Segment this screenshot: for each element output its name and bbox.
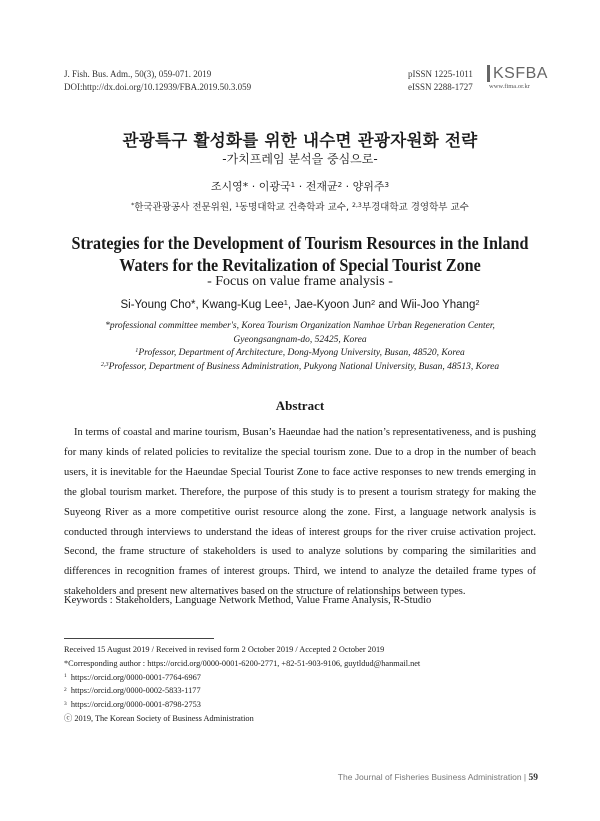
ksfba-logo — [487, 65, 548, 91]
orcid-link[interactable]: https://orcid.org/0000-0002-5833-1177 — [70, 686, 201, 696]
received-dates: Received 15 August 2019 / Received in revised form 2 October 2019 / Accepted 2 October 2019 — [64, 645, 385, 654]
author-name: Kwang-Kug Lee — [201, 299, 284, 311]
author-mark: * — [242, 180, 249, 193]
author-name: 전재균 — [305, 180, 338, 193]
abstract-heading: Abstract — [275, 398, 325, 413]
page-footer — [338, 772, 538, 783]
orcid-mark: 1 — [64, 673, 67, 680]
logo-text: KSFBA — [487, 65, 539, 82]
author-name: Si-Young Cho — [120, 299, 192, 311]
author-mark: 3 — [384, 179, 390, 189]
korean-affiliations — [0, 199, 600, 213]
affiliation-line — [60, 361, 540, 375]
author-separator: · — [248, 180, 259, 193]
author-mark: 1 — [290, 179, 296, 189]
author-mark: 2 — [475, 297, 480, 307]
english-title-line: Waters for the Revitalization of Special Tourist Zone — [119, 255, 481, 275]
english-affiliations — [60, 320, 540, 374]
affiliation-text: Professor, Department of Business Administration, Pukyong National University, Busan, 48513, Korea — [108, 361, 500, 372]
copyright-line: ⓒ 2019, The Korean Society of Business Administration — [64, 713, 254, 723]
affiliation-text: Professor, Department of Architecture, Dong-Myong University, Busan, 48520, Korea — [138, 348, 465, 359]
author-separator: , — [195, 299, 202, 311]
orcid-link[interactable]: https://orcid.org/0000-0001-8798-2753 — [70, 700, 201, 710]
orcid-link[interactable]: https://orcid.org/0000-0001-7764-6967 — [70, 672, 201, 682]
keywords: Keywords : Stakeholders, Language Network Method, Value Frame Analysis, R-Studio — [64, 595, 432, 606]
author-name: Jae-Kyoon Jun — [294, 299, 372, 311]
print-issn: pISSN 1225-1011 — [408, 69, 473, 79]
author-name: 조시영 — [210, 180, 243, 193]
affiliation-text: 부경대학교 경영학부 교수 — [361, 202, 469, 213]
korean-subtitle: -가치프레임 분석을 중심으로- — [222, 152, 378, 166]
affiliation-line: *professional committee member's, Korea Tourism Organization Namhae Urban Regeneration Center, — [105, 321, 495, 331]
affiliation-mark: * — [131, 202, 135, 210]
affiliation-text: 한국관광공사 전문위원, — [134, 202, 236, 213]
affiliation-mark: 1 — [135, 348, 139, 355]
author-mark: 1 — [283, 297, 288, 307]
footer-journal-name: The Journal of Fisheries Business Administration | — [337, 772, 529, 782]
author-separator: , — [287, 299, 295, 311]
author-separator: · — [295, 180, 306, 193]
logo-url: www.fima.or.kr — [489, 83, 530, 90]
orcid-line — [64, 671, 544, 685]
corresponding-author: *Corresponding author : https://orcid.org/0000-0001-6200-2771, +82-51-903-9106, guytldud@hanmail.net — [64, 658, 421, 668]
author-mark: 2 — [337, 179, 343, 189]
english-title — [61, 232, 539, 276]
journal-reference: J. Fish. Bus. Adm., 50(3), 059-071. 2019 — [64, 69, 212, 79]
orcid-mark: 3 — [64, 700, 67, 707]
footnotes — [64, 643, 544, 726]
citation-block — [64, 68, 251, 93]
english-authors — [0, 299, 600, 311]
english-title-line: Strategies for the Development of Tourism Resources in the Inland — [71, 233, 529, 253]
author-separator: and — [375, 299, 401, 311]
korean-authors — [0, 178, 600, 194]
korean-title: 관광특구 활성화를 위한 내수면 관광자원화 전략 — [122, 131, 478, 150]
orcid-mark: 2 — [64, 686, 67, 693]
author-name: 양위주 — [352, 180, 385, 193]
orcid-line — [64, 684, 544, 698]
abstract-body: In terms of coastal and marine tourism, Busan’s Haeundae had the nation’s representativeness, and is pushing for many kinds of related policies to revitalize the special tourism zone. Due to a drop in the number of beach users, it is inevitable for the Haeundae Special Tourist Zone to face active responses to new trends emerging in the global tourism market. Therefore, the purpose of this study is to present a tourism strategy for making the Suyeong River as a more competitive ourist resource along the zone. First, a language network analysis is conducted through interviews to understand the ideas of interest groups for the river cruise activation project. Second, the frame structure of stakeholders is used to analyze solutions by comparing the similarities and differences in recognition frames of interest groups. Third, we intend to analyze the detailed frame types of stakeholders and present new alternatives based on the structure of relationships between types. — [64, 427, 536, 598]
affiliation-mark: 2,3 — [100, 362, 109, 369]
electronic-issn: eISSN 2288-1727 — [408, 81, 473, 92]
orcid-line — [64, 698, 544, 712]
doi-link[interactable]: DOI:http://dx.doi.org/10.12939/FBA.2019.50.3.059 — [64, 81, 252, 92]
affiliation-line: Gyeongsangnam-do, 52425, Korea — [233, 334, 367, 345]
author-mark: * — [191, 299, 196, 311]
english-subtitle: - Focus on value frame analysis - — [207, 274, 393, 289]
page-number: 59 — [528, 773, 538, 783]
author-name: 이광국 — [258, 180, 291, 193]
author-mark: 2 — [371, 297, 376, 307]
affiliation-mark: 1 — [235, 202, 239, 210]
author-separator: · — [342, 180, 353, 193]
affiliation-mark: 2,3 — [352, 202, 362, 210]
affiliation-text: 동명대학교 건축학과 교수, — [239, 202, 353, 213]
author-name: Wii-Joo Yhang — [400, 299, 476, 311]
footnote-divider — [64, 638, 214, 639]
issn-block — [408, 68, 473, 93]
affiliation-line — [60, 347, 540, 361]
